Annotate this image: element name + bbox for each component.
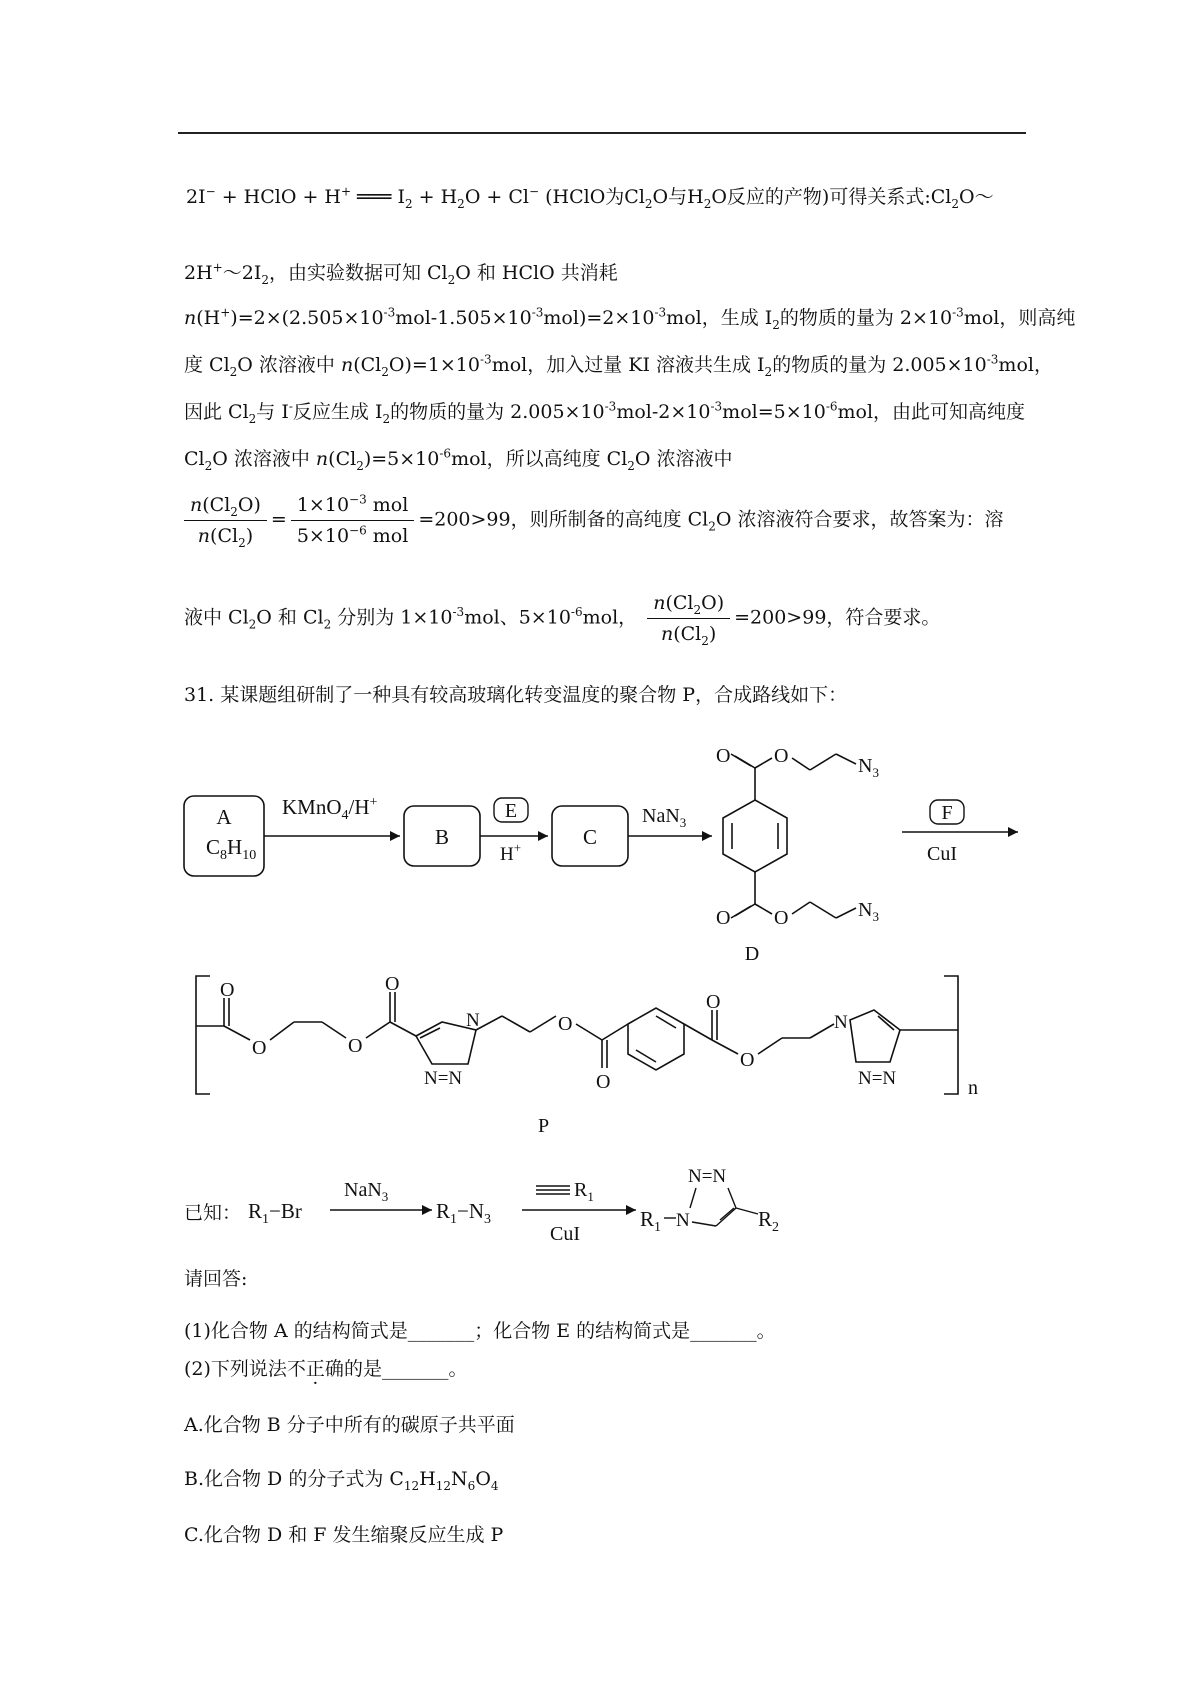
- reagent-cui-known: CuI: [550, 1223, 580, 1245]
- question-1: (1)化合物 A 的结构简式是_______；化合物 E 的结构简式是_______。: [184, 1320, 776, 1342]
- compound-d-structure: [723, 754, 856, 918]
- reagent-cui: CuI: [927, 843, 957, 865]
- reagent-hplus: H+: [500, 840, 522, 865]
- p-o-5: O: [558, 1013, 573, 1035]
- reagent-nan3: NaN$_3$: [642, 805, 687, 830]
- reactant-r1br: $R_1-Br$: [248, 1199, 302, 1227]
- p-o-2: O: [252, 1037, 267, 1059]
- text-line-2: $2H^+\sim 2I_2$，由实验数据可知 $Cl_2O$ 和 HClO 共消耗: [184, 260, 618, 287]
- label-a: A: [216, 805, 232, 829]
- text-line-5: 因此 $Cl_2$与 I-反应生成 $I_2$的物质的量为 $2.005\times 10^{-3}mol-2\times 10^{-3}mol=5\times 10^{-6}mol$，由此可知高纯度: [184, 399, 1026, 426]
- d-n3-bottom: $N_3$: [858, 899, 879, 924]
- equation-line-1: 2I− + HClO + H+ ═══ $I_2 + H_2O + Cl^-$ (HClO为$Cl_2O$与$H_2O$反应的产物)可得关系式$:Cl_2O\sim$: [186, 184, 994, 211]
- d-o-ester-bottom: O: [774, 907, 789, 929]
- label-f: F: [941, 802, 953, 824]
- intermediate-r1n3: $R_1-N_3$: [436, 1199, 492, 1227]
- p-nn-2: N=N: [858, 1068, 897, 1089]
- label-p: P: [538, 1115, 550, 1137]
- emphasis-not-correct: 不正确: [286, 1358, 344, 1380]
- known-label: 已知：: [184, 1202, 242, 1224]
- p-nn-1: N=N: [424, 1068, 463, 1089]
- question-2: (2)下列说法不正确的是_______。: [184, 1358, 468, 1380]
- label-d: D: [744, 943, 760, 965]
- fraction-ratio: $\frac{n(Cl_2O)}{n(Cl_2)}$: [184, 494, 267, 547]
- fraction-values: $\frac{1\times 10^{-3} mol}{5\times 10^{-6} mol}$: [291, 494, 414, 547]
- d-o-top: O: [716, 745, 731, 767]
- header-rule: [178, 132, 1026, 134]
- fraction-ratio-2: $\frac{n(Cl_2O)}{n(Cl_2)}$: [647, 592, 730, 645]
- p-o-7: O: [706, 991, 721, 1013]
- please-answer: 请回答:: [184, 1268, 248, 1290]
- option-c: C.化合物 D 和 F 发生缩聚反应生成 P: [184, 1524, 504, 1546]
- p-n-2: N: [834, 1012, 848, 1033]
- product-r2: $R_2$: [758, 1207, 780, 1235]
- alkyne-r1: $R_1$: [574, 1179, 594, 1204]
- text-line-3: $n(H^+)=2\times(2.505\times 10^{-3}mol-1.505\times 10^{-3}mol)=2\times 10^{-3}mol$，生成 $I_2$的物质的量为 $2\times 10^{-3}mol$，则高纯: [184, 305, 1076, 332]
- label-c: C: [582, 825, 598, 849]
- reagent-kmno4: KMnO$_4$/H+: [282, 795, 378, 823]
- p-o-4: O: [385, 973, 400, 995]
- p-o-8: O: [740, 1049, 755, 1071]
- product-r1: $R_1$: [640, 1207, 662, 1235]
- p-o-1: O: [220, 979, 235, 1001]
- p-subscript-n: n: [968, 1077, 978, 1099]
- p-n-1: N: [466, 1010, 480, 1031]
- label-e: E: [504, 800, 518, 822]
- text-line-6: $Cl_2O$ 浓溶液中 $n(Cl_2)=5\times 10^{-6}mol$，所以高纯度 $Cl_2O$ 浓溶液中: [184, 446, 733, 473]
- synthesis-scheme: [0, 720, 1200, 1160]
- d-o-bottom: O: [716, 907, 731, 929]
- d-n3-top: $N_3$: [858, 755, 879, 780]
- ratio-line: $\frac{n(Cl_2O)}{n(Cl_2)}$ = $\frac{1\times 10^{-3} mol}{5\times 10^{-6} mol}$ =200>99，则所制备的高纯度 $Cl_2O$ 浓溶液符合要求，故答案为：溶: [180, 494, 1004, 547]
- polymer-p-structure: [196, 976, 958, 1094]
- product-nn: N=N: [688, 1166, 727, 1187]
- d-o-ester-top: O: [774, 745, 789, 767]
- option-a: A.化合物 B 分子中所有的碳原子共平面: [184, 1414, 515, 1436]
- text-line-4: 度 $Cl_2O$ 浓溶液中 $n(Cl_2O)=1\times 10^{-3}mol$，加入过量 KI 溶液共生成 $I_2$的物质的量为 $2.005\times 10^{-3}mol$，: [184, 352, 1053, 379]
- question-31: 31. 某课题组研制了一种具有较高玻璃化转变温度的聚合物 P，合成路线如下：: [184, 684, 848, 706]
- triazole-ring: [690, 1188, 758, 1226]
- p-o-6: O: [596, 1071, 611, 1093]
- known-reaction: [240, 1160, 800, 1250]
- answer-line: 液中 $Cl_2O$ 和 $Cl_2$ 分别为 $1\times 10^{-3}mol$、$5\times 10^{-6}mol$， $\frac{n(Cl_2O)}{n(Cl_2)}$ =200>99，符合要求。: [184, 592, 941, 648]
- reagent-nan3-known: NaN$_3$: [344, 1179, 389, 1204]
- product-n: N: [676, 1210, 690, 1231]
- formula-a: $C_8H_{10}$: [206, 835, 257, 863]
- p-o-3: O: [348, 1035, 363, 1057]
- label-b: B: [434, 825, 450, 849]
- option-b: B.化合物 D 的分子式为 $C_{12}H_{12}N_6O_4$: [184, 1468, 499, 1493]
